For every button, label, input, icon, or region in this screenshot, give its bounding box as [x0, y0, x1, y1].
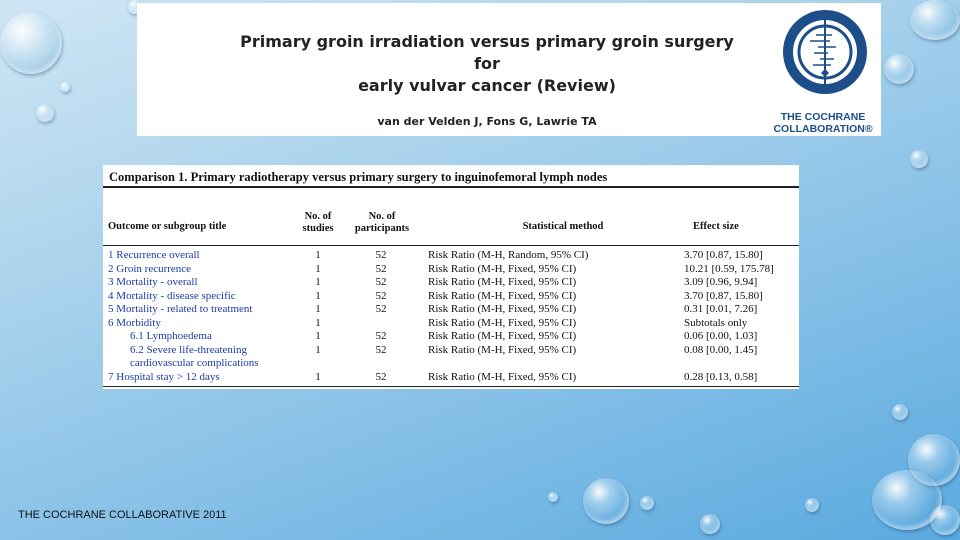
method-cell: Risk Ratio (M-H, Fixed, 95% CI) — [428, 289, 577, 302]
water-droplet — [805, 498, 819, 512]
water-droplet — [60, 82, 70, 92]
outcome-cell: 6.1 Lymphoedema — [130, 330, 212, 342]
water-droplet — [930, 505, 960, 535]
effect-size-cell: 0.28 [0.13, 0.58] — [684, 370, 758, 383]
water-droplet — [36, 104, 54, 122]
outcome-cell: cardiovascular complications — [130, 357, 259, 369]
outcome-cell: 6.2 Severe life-threatening — [130, 343, 247, 356]
footer-credit: THE COCHRANE COLLABORATIVE 2011 — [18, 509, 227, 521]
table-row — [103, 371, 799, 385]
table-row — [103, 344, 799, 358]
participants-cell: 52 — [375, 289, 387, 302]
table-row — [103, 303, 799, 317]
effect-size-cell: Subtotals only — [684, 316, 748, 329]
studies-cell: 1 — [315, 343, 321, 356]
table-row — [103, 357, 799, 371]
effect-size-cell: 0.06 [0.00, 1.03] — [684, 330, 758, 342]
effect-size-cell: 0.08 [0.00, 1.45] — [684, 343, 758, 356]
table-row — [103, 317, 799, 331]
table-row — [103, 276, 799, 290]
studies-cell: 1 — [315, 249, 321, 261]
water-droplet — [884, 54, 914, 84]
table-header-rule — [103, 245, 799, 246]
review-header-panel — [137, 3, 881, 136]
outcome-cell: 2 Groin recurrence — [108, 262, 192, 275]
method-cell: Risk Ratio (M-H, Fixed, 95% CI) — [428, 303, 577, 315]
participants-cell: 52 — [375, 330, 387, 342]
water-droplet — [700, 514, 720, 534]
table-row — [103, 330, 799, 344]
studies-cell: 1 — [315, 289, 321, 302]
outcome-cell: 5 Mortality - related to treatment — [108, 303, 253, 315]
outcome-cell: 7 Hospital stay > 12 days — [108, 370, 220, 383]
review-title: Primary groin irradiation versus primary groin surgery for early vulvar cancer (Review) — [240, 32, 734, 95]
outcome-cell: 4 Mortality - disease specific — [108, 289, 236, 302]
comparison-title: Comparison 1. Primary radiotherapy versus primary surgery to inguinofemoral lymph nodes — [109, 170, 608, 184]
studies-cell: 1 — [315, 276, 321, 288]
water-droplet — [910, 150, 928, 168]
header-effect: Effect size — [693, 221, 739, 232]
water-droplet — [583, 478, 629, 524]
review-authors: van der Velden J, Fons G, Lawrie TA — [377, 115, 597, 128]
method-cell: Risk Ratio (M-H, Fixed, 95% CI) — [428, 343, 577, 356]
header-method: Statistical method — [522, 221, 604, 232]
studies-cell: 1 — [315, 303, 321, 315]
header-outcome: Outcome or subgroup title — [108, 221, 227, 232]
outcome-cell: 1 Recurrence overall — [108, 249, 200, 261]
participants-cell: 52 — [375, 249, 387, 261]
participants-cell: 52 — [375, 343, 387, 356]
cochrane-logo-text: THE COCHRANE COLLABORATION® — [773, 111, 873, 135]
method-cell: Risk Ratio (M-H, Random, 95% CI) — [428, 249, 589, 261]
water-droplet — [892, 404, 908, 420]
header-studies: No. of studies — [302, 211, 334, 234]
method-cell: Risk Ratio (M-H, Fixed, 95% CI) — [428, 262, 577, 275]
studies-cell: 1 — [315, 316, 321, 329]
studies-cell: 1 — [315, 330, 321, 342]
participants-cell: 52 — [375, 303, 387, 315]
effect-size-cell: 0.31 [0.01, 7.26] — [684, 303, 758, 315]
cochrane-logo-icon — [780, 7, 870, 97]
studies-cell: 1 — [315, 262, 321, 275]
water-droplet — [548, 492, 558, 502]
method-cell: Risk Ratio (M-H, Fixed, 95% CI) — [428, 276, 577, 288]
effect-size-cell: 3.70 [0.87, 15.80] — [684, 289, 763, 302]
water-droplet — [910, 0, 960, 40]
method-cell: Risk Ratio (M-H, Fixed, 95% CI) — [428, 370, 577, 383]
studies-cell: 1 — [315, 370, 321, 383]
outcome-cell: 3 Mortality - overall — [108, 276, 198, 288]
water-droplet — [640, 496, 654, 510]
participants-cell: 52 — [375, 276, 387, 288]
effect-size-cell: 10.21 [0.59, 175.78] — [684, 262, 774, 275]
participants-cell: 52 — [375, 370, 387, 383]
method-cell: Risk Ratio (M-H, Fixed, 95% CI) — [428, 330, 577, 342]
water-droplet — [0, 12, 62, 74]
table-row — [103, 249, 799, 263]
comparison-table — [103, 165, 799, 389]
table-top-rule — [103, 186, 799, 188]
table-row — [103, 263, 799, 277]
outcome-cell: 6 Morbidity — [108, 316, 161, 329]
effect-size-cell: 3.70 [0.87, 15.80] — [684, 249, 763, 261]
participants-cell: 52 — [375, 262, 387, 275]
effect-size-cell: 3.09 [0.96, 9.94] — [684, 276, 758, 288]
header-participants: No. of participants — [354, 211, 410, 234]
table-row — [103, 290, 799, 304]
table-bottom-rule — [103, 386, 799, 387]
method-cell: Risk Ratio (M-H, Fixed, 95% CI) — [428, 316, 577, 329]
